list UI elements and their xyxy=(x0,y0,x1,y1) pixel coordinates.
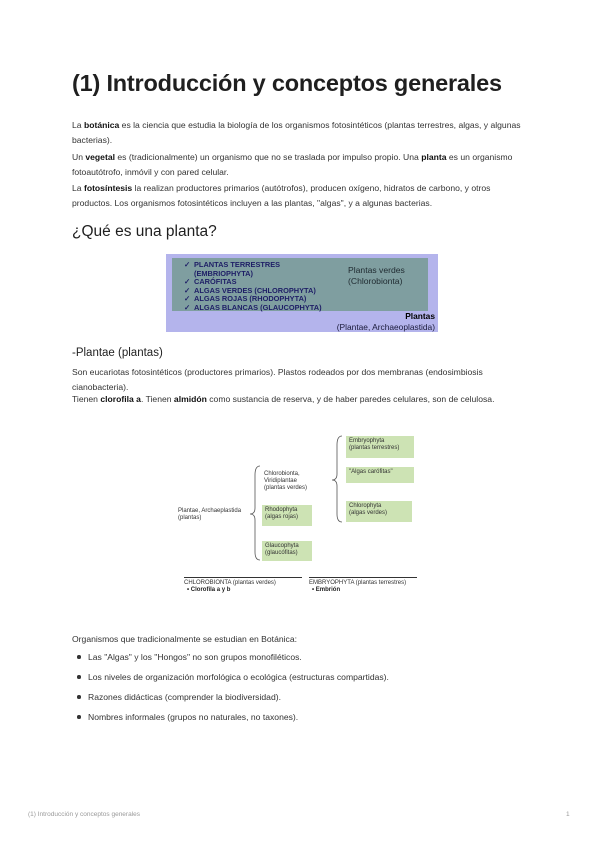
list-item: Los niveles de organización morfológica o ecológica (estructuras compartidas). xyxy=(88,670,389,690)
list-item: Las "Algas" y los "Hongos" no son grupos monofiléticos. xyxy=(88,650,389,670)
tree-node-charophyceae: "Algas carófitas" xyxy=(346,467,414,483)
plant-group-item: ✓ ALGAS ROJAS (RHODOPHYTA) xyxy=(184,294,307,304)
plant-group-item: ✓ ALGAS VERDES (CHLOROPHYTA) xyxy=(184,285,316,295)
plant-group-item: ✓ ALGAS BLANCAS (GLAUCOPHYTA) xyxy=(184,302,322,312)
section-heading-que-es-planta: ¿Qué es una planta? xyxy=(72,223,217,240)
page-title: (1) Introducción y conceptos generales xyxy=(72,70,502,96)
list-item: Razones didácticas (comprender la biodiversidad). xyxy=(88,690,389,710)
plant-group-item: ✓ PLANTAS TERRESTRES xyxy=(184,260,281,269)
brace-chlorobionta-icon xyxy=(332,436,342,522)
intro-paragraph-botanica: La botánica es la ciencia que estudia la biología de los organismos fotosintéticos (plantas terrestres, algas, y algunas bacterias). xyxy=(72,120,521,145)
plantae-paragraph-eucariotas: Son eucariotas fotosintéticos (productores primarios). Plastos rodeados por dos membranas (endosimbiosis cianobacteria). xyxy=(72,367,483,392)
tree-node-embryophyta: Embryophyta (plantas terrestres) xyxy=(346,436,414,458)
footer-page-number: 1 xyxy=(566,811,570,818)
organismos-list xyxy=(88,650,389,730)
tree-node-chlorophyta: Chlorophyta (algas verdes) xyxy=(346,501,412,522)
intro-paragraph-vegetal: Un vegetal es (tradicionalmente) un organismo que no se traslada por impulso propio. Una planta es un organismo fotoautótrofo, inmóvil y con pared celular. xyxy=(72,152,513,177)
brace-plantae-icon xyxy=(250,466,260,560)
plantae-paragraph-clorofila: Tienen clorofila a. Tienen almidón como sustancia de reserva, y de haber paredes celulares, son de celulosa. xyxy=(72,394,495,404)
list-item: Nombres informales (grupos no naturales, no taxones). xyxy=(88,710,389,730)
section-heading-plantae: -Plantae (plantas) xyxy=(72,347,163,359)
plantas-label: Plantas (Plantae, Archaeoplastida) xyxy=(336,311,435,332)
tree-node-rhodophyta: Rhodophyta (algas rojas) xyxy=(262,505,312,526)
plant-group-item: ✓ CARÓFITAS xyxy=(184,277,237,287)
intro-paragraph-fotosintesis: La fotosíntesis la realizan productores primarios (autótrofos), producen oxígeno, hidratos de carbono, y otros productos. Los organismos fotosintéticos incluyen a las plantas, "algas", y a algunas bacterias. xyxy=(72,183,491,208)
legend-embryophyta: EMBRYOPHYTA (plantas terrestres) • Embrión xyxy=(309,577,417,594)
legend-chlorobionta: CHLOROBIONTA (plantas verdes) • Clorofila a y b xyxy=(184,577,302,594)
tree-node-plantae: Plantae, Archaeplastida (plantas) xyxy=(178,508,242,521)
plant-groups-list xyxy=(184,261,322,313)
footer-title: (1) Introducción y conceptos generales xyxy=(28,811,141,818)
tree-node-chlorobionta: Chlorobionta, Viridiplantae (plantas verdes) xyxy=(264,471,308,491)
plantas-verdes-label: Plantas verdes (Chlorobionta) xyxy=(348,265,405,286)
plant-group-item: (EMBRIOPHYTA) xyxy=(194,268,253,278)
tree-node-glaucophyta: Glaucophyta (glaucófitas) xyxy=(262,541,312,561)
organismos-intro: Organismos que tradicionalmente se estudian en Botánica: xyxy=(72,634,298,644)
